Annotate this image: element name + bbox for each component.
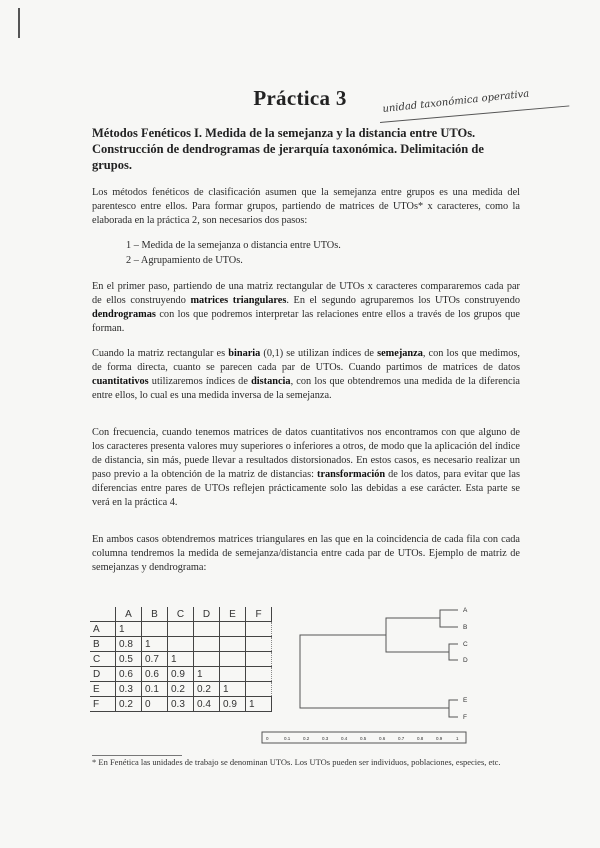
matrix-cell: 0: [142, 697, 168, 712]
matrix-col-header: A: [116, 607, 142, 622]
axis-tick-label: 0.2: [303, 736, 310, 741]
axis-tick-label: 0.3: [322, 736, 329, 741]
matrix-cell: 0.8: [116, 637, 142, 652]
matrix-empty-cell: [194, 622, 220, 637]
bold-term: semejanza: [377, 348, 423, 359]
handwritten-note: unidad taxonómica operativa: [382, 88, 530, 115]
paragraph-transformation: [92, 426, 520, 510]
matrix-cell: 0.2: [168, 682, 194, 697]
matrix-cell: 1: [116, 622, 142, 637]
axis-tick-label: 0: [266, 736, 269, 741]
matrix-cell: 1: [194, 667, 220, 682]
matrix-col-header: D: [194, 607, 220, 622]
dendrogram-leaf-label: C: [463, 641, 468, 648]
matrix-empty-cell: [220, 622, 246, 637]
dendrogram: [258, 600, 478, 748]
matrix-empty-cell: [142, 622, 168, 637]
section-heading: Métodos Fenéticos I. Medida de la semejanza y la distancia entre UTOs. Construcción de dendrogramas de jerarquía taxonómica. Delimitación de grupos.: [92, 126, 484, 172]
axis-tick-label: 0.5: [360, 736, 367, 741]
text-run: utilizaremos índices de: [148, 376, 252, 387]
matrix-cell: 0.4: [194, 697, 220, 712]
matrix-row: [90, 637, 272, 652]
matrix-row: [90, 622, 272, 637]
bold-term: binaria: [228, 348, 261, 359]
paragraph-binary: [92, 347, 520, 403]
bold-term: transformación: [317, 469, 386, 480]
axis-tick-label: 0.8: [417, 736, 424, 741]
axis-tick-label: 1: [456, 736, 459, 741]
matrix-empty-cell: [168, 622, 194, 637]
matrix-empty-cell: [194, 637, 220, 652]
matrix-cell: 0.3: [116, 682, 142, 697]
dendrogram-leaf-label: F: [463, 714, 467, 721]
text-run: de los datos, para evitar que las diferencias entre pares de UTOs reflejen prácticamente solo las debidas a ese carácter. Esta parte se verá en la práctica 4.: [92, 469, 520, 508]
matrix-cell: 0.9: [168, 667, 194, 682]
matrix-row: [90, 667, 272, 682]
intro-paragraph: Los métodos fenéticos de clasificación asumen que la semejanza entre grupos es una medida del parentesco entre ellos. Para formar grupos, partiendo de matrices de UTOs* x caracteres, como la elaborada en la práctica 2, son necesarios dos pasos:: [92, 187, 520, 226]
matrix-col-header: E: [220, 607, 246, 622]
paragraph-first-step: [92, 280, 520, 336]
matrix-cell: 0.6: [142, 667, 168, 682]
dendrogram-link: [449, 700, 458, 717]
matrix-col-header: F: [246, 607, 272, 622]
matrix-row-header: D: [90, 667, 116, 682]
matrix-cell: 1: [142, 637, 168, 652]
step-item: 1 – Medida de la semejanza o distancia entre UTOs.: [126, 240, 341, 251]
text-run: , con los que obtendremos una medida de la diferencia entre ellos, lo cual es una medida inversa de la semejanza.: [92, 376, 521, 401]
bold-term: cuantitativos: [92, 376, 149, 387]
page-title: Práctica 3: [253, 86, 347, 110]
matrix-empty-cell: [220, 637, 246, 652]
text-run: con los que podremos interpretar las relaciones entre ellos a través de los grupos que forman.: [92, 309, 520, 334]
matrix-empty-cell: [220, 652, 246, 667]
matrix-cell: 0.9: [220, 697, 246, 712]
matrix-col-header: C: [168, 607, 194, 622]
axis-tick-label: 0.7: [398, 736, 405, 741]
dendrogram-link: [300, 635, 449, 708]
margin-mark: [18, 8, 20, 38]
matrix-empty-cell: [168, 637, 194, 652]
dendrogram-leaf-label: B: [463, 624, 468, 631]
matrix-empty-cell: [194, 652, 220, 667]
dendrogram-leaf-label: A: [463, 607, 468, 614]
matrix-row-header: F: [90, 697, 116, 712]
bold-term: distancia: [251, 376, 291, 387]
matrix-row: [90, 697, 272, 712]
matrix-row-header: E: [90, 682, 116, 697]
steps-list: [126, 238, 341, 268]
matrix-cell: 1: [220, 682, 246, 697]
matrix-cell: 1: [168, 652, 194, 667]
matrix-cell: 0.7: [142, 652, 168, 667]
text-run: Con frecuencia, cuando tenemos matrices de datos cuantitativos nos encontramos con que alguno de los caracteres presenta valores muy superiores o inferiores a otros, de modo que la aplicación del índice de distancia, sin más, puede llevar a resultados distorsionados. En estos casos, es necesario realizar un paso previo a la obtención de la matriz de distancias:: [92, 427, 520, 480]
matrix-row: [90, 682, 272, 697]
matrix-cell: 0.3: [168, 697, 194, 712]
text-run: En el primer paso, partiendo de una matriz rectangular de UTOs x caracteres compararemos cada par de ellos construyendo: [92, 281, 520, 306]
axis-tick-label: 0.9: [436, 736, 443, 741]
matrix-corner: [90, 607, 116, 622]
dendrogram-leaf-label: D: [463, 657, 468, 664]
matrix-cell: 1: [246, 697, 272, 712]
dendrogram-leaf-label: E: [463, 697, 468, 704]
axis-tick-label: 0.4: [341, 736, 348, 741]
axis-tick-label: 0.6: [379, 736, 386, 741]
text-run: Cuando la matriz rectangular es: [92, 348, 229, 359]
matrix-row-header: C: [90, 652, 116, 667]
text-run: . En el segundo agruparemos los UTOs construyendo: [286, 295, 521, 306]
matrix-col-header: B: [142, 607, 168, 622]
axis-tick-label: 0.1: [284, 736, 291, 741]
similarity-matrix: [90, 607, 272, 712]
footnote: * En Fenética las unidades de trabajo se denominan UTOs. Los UTOs pueden ser individuos, poblaciones, especies, etc.: [92, 757, 501, 767]
matrix-header-row: [90, 607, 272, 622]
dendrogram-link: [440, 610, 458, 627]
step-item: 2 – Agrupamiento de UTOs.: [126, 255, 243, 266]
matrix-empty-cell: [220, 667, 246, 682]
bold-term: matrices triangulares: [190, 295, 287, 306]
paragraph-triangular: En ambos casos obtendremos matrices triangulares en las que en la coincidencia de cada fila con cada columna tendremos la medida de semejanza/distancia entre cada par de UTOs. Ejemplo de matriz de semejanzas y dendrograma:: [92, 534, 520, 573]
matrix-cell: 0.5: [116, 652, 142, 667]
text-run: (0,1) se utilizan índices de: [260, 348, 378, 359]
text-run: , con los que medimos, de forma directa, cuanto se parecen cada par de UTOs. Cuando partimos de matrices de datos: [92, 348, 520, 373]
matrix-cell: 0.6: [116, 667, 142, 682]
matrix-row-header: B: [90, 637, 116, 652]
matrix-row-header: A: [90, 622, 116, 637]
bold-term: dendrogramas: [92, 309, 156, 320]
dendrogram-link: [449, 644, 458, 660]
matrix-row: [90, 652, 272, 667]
matrix-cell: 0.2: [194, 682, 220, 697]
matrix-cell: 0.2: [116, 697, 142, 712]
matrix-cell: 0.1: [142, 682, 168, 697]
